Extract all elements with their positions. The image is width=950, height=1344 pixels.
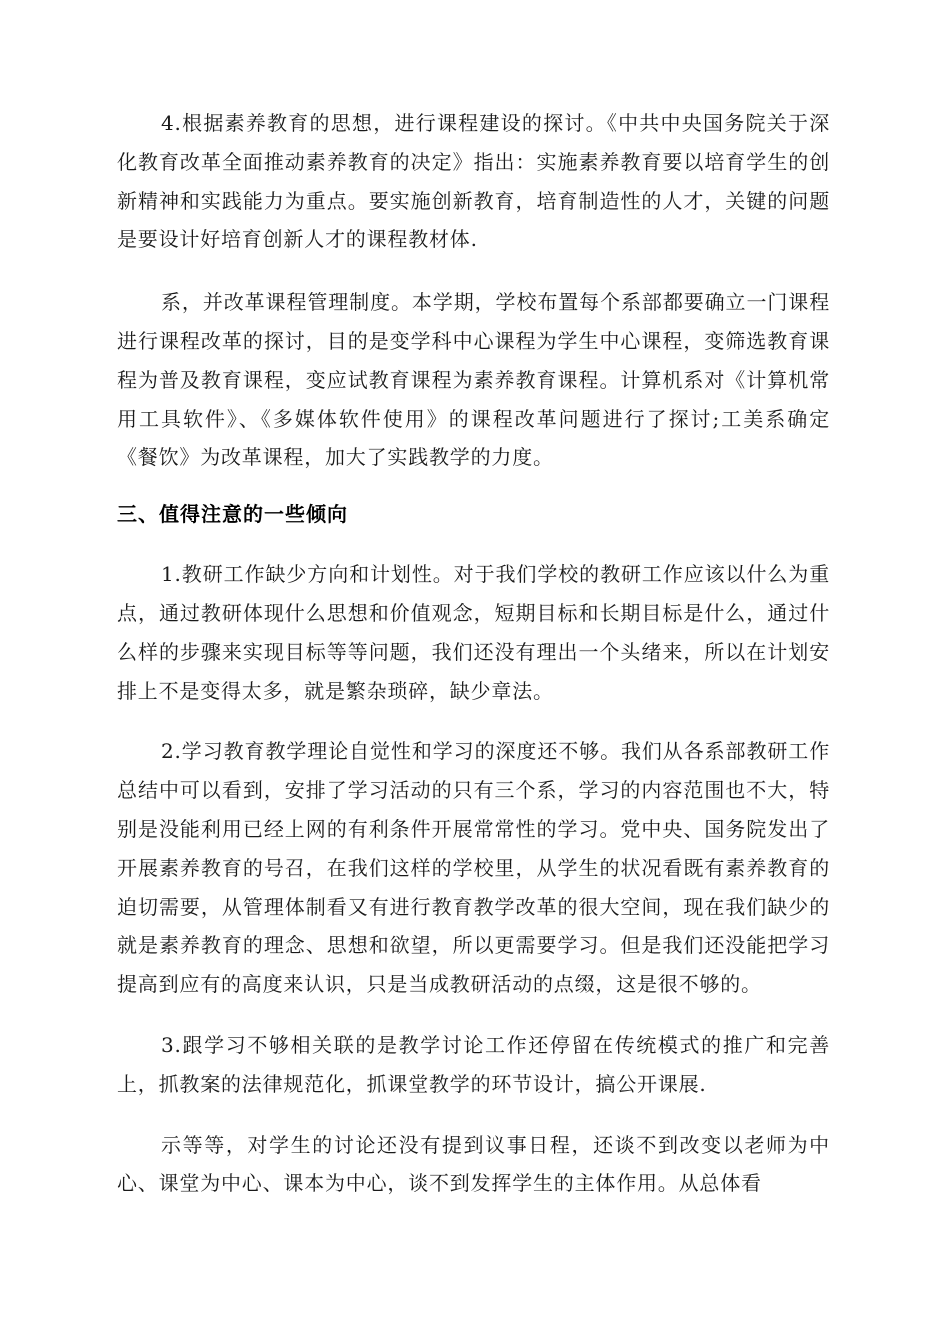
paragraph-course-system: 系，并改革课程管理制度。本学期，学校布置每个系部都要确立一门课程进行课程改革的探讨，目的是变学科中心课程为学生中心课程，变筛选教育课程为普及教育课程，变应试教育课程为素养教育课程。计算机系对《计算机常用工具软件》、《多媒体软件使用》的课程改革问题进行了探讨;工美系确定《餐饮》为改革课程，加大了实践教学的力度。: [117, 290, 830, 470]
paragraph-trend-3: 3.跟学习不够相关联的是教学讨论工作还停留在传统模式的推广和完善上，抓教案的法律规范化，抓课堂教学的环节设计，搞公开课展.: [117, 1032, 830, 1096]
section-heading: 三、值得注意的一些倾向: [117, 502, 348, 527]
document-body: [117, 104, 830, 1225]
paragraph-curriculum-reform: 4.根据素养教育的思想，进行课程建设的探讨。《中共中央国务院关于深化教育改革全面推动素养教育的决定》指出：实施素养教育要以培育学生的创新精神和实践能力为重点。要实施创新教育，培育制造性的人才，关键的问题是要设计好培育创新人才的课程教材体.: [117, 111, 830, 252]
paragraph-trend-3-continued: 示等等，对学生的讨论还没有提到议事日程，还谈不到改变以老师为中心、课堂为中心、课本为中心，谈不到发挥学生的主体作用。从总体看: [117, 1132, 830, 1196]
paragraph-trend-2: 2.学习教育教学理论自觉性和学习的深度还不够。我们从各系部教研工作总结中可以看到，安排了学习活动的只有三个系，学习的内容范围也不大，特别是没能利用已经上网的有利条件开展常常性的学习。党中央、国务院发出了开展素养教育的号召，在我们这样的学校里，从学生的状况看既有素养教育的迫切需要，从管理体制看又有进行教育教学改革的很大空间，现在我们缺少的就是素养教育的理念、思想和欲望，所以更需要学习。但是我们还没能把学习提高到应有的高度来认识，只是当成教研活动的点缀，这是很不够的。: [117, 739, 830, 997]
paragraph-trend-1: 1.教研工作缺少方向和计划性。对于我们学校的教研工作应该以什么为重点，通过教研体现什么思想和价值观念，短期目标和长期目标是什么，通过什么样的步骤来实现目标等等问题，我们还没有理出一个头绪来，所以在计划安排上不是变得太多，就是繁杂琐碎，缺少章法。: [117, 562, 830, 703]
